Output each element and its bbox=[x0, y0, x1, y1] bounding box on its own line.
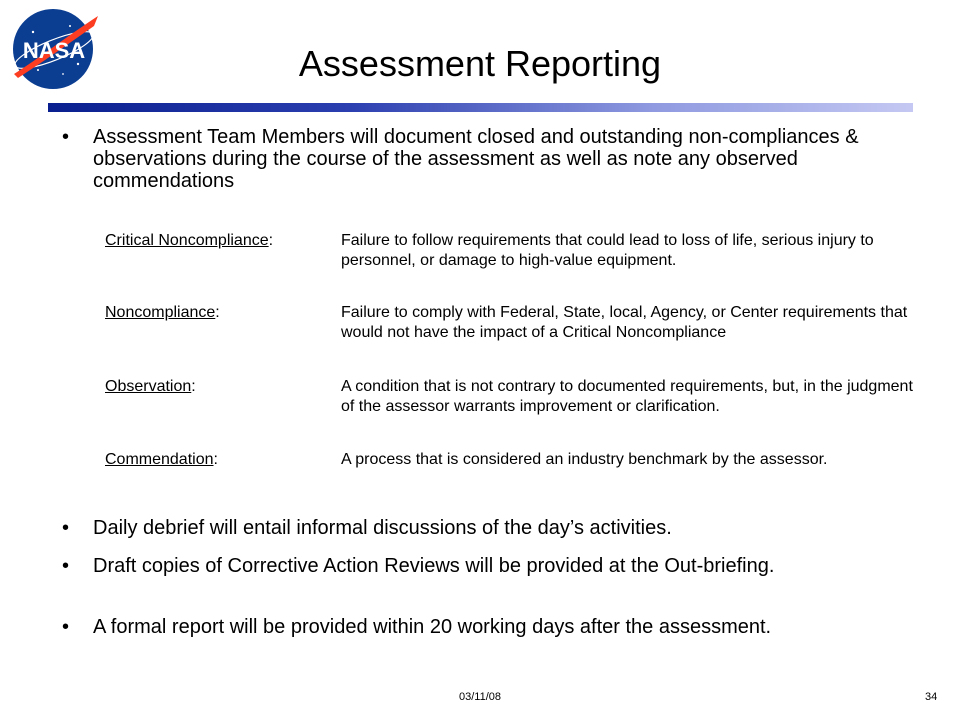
definition-description: A process that is considered an industry benchmark by the assessor. bbox=[341, 451, 828, 468]
page-title: Assessment Reporting bbox=[298, 43, 662, 84]
bullet-dot: • bbox=[62, 517, 70, 539]
footer-date: 03/11/08 bbox=[458, 691, 501, 703]
bullet-dot: • bbox=[62, 126, 70, 148]
bullet-text: Daily debrief will entail informal discussions of the day’s activities. bbox=[93, 517, 672, 539]
definition-term: Critical Noncompliance: bbox=[105, 232, 274, 249]
definition-term: Commendation: bbox=[105, 451, 218, 468]
title-rule bbox=[48, 103, 913, 112]
definition-description: Failure to comply with Federal, State, local, Agency, or Center requirements that would not have the impact of a Critical Noncompliance bbox=[341, 304, 908, 341]
definition-description: A condition that is not contrary to documented requirements, but, in the judgment of the assessor warrants improvement or clarification. bbox=[341, 378, 913, 415]
bullet-text: Draft copies of Corrective Action Reviews will be provided at the Out-briefing. bbox=[93, 555, 775, 577]
definition-description: Failure to follow requirements that could lead to loss of life, serious injury to personnel, or damage to high-value equipment. bbox=[341, 232, 874, 269]
definition-term: Observation: bbox=[105, 378, 196, 395]
intro-bullet-text: Assessment Team Members will document closed and outstanding non-compliances & observations during the course of the assessment as well as note any observed commendations bbox=[93, 126, 859, 192]
bullet-text: A formal report will be provided within 20 working days after the assessment. bbox=[93, 616, 772, 638]
logo-text: NASA bbox=[22, 38, 86, 63]
page-number: 34 bbox=[925, 691, 938, 703]
bullet-dot: • bbox=[62, 616, 70, 638]
definition-term: Noncompliance: bbox=[105, 304, 220, 321]
bullet-dot: • bbox=[62, 555, 70, 577]
